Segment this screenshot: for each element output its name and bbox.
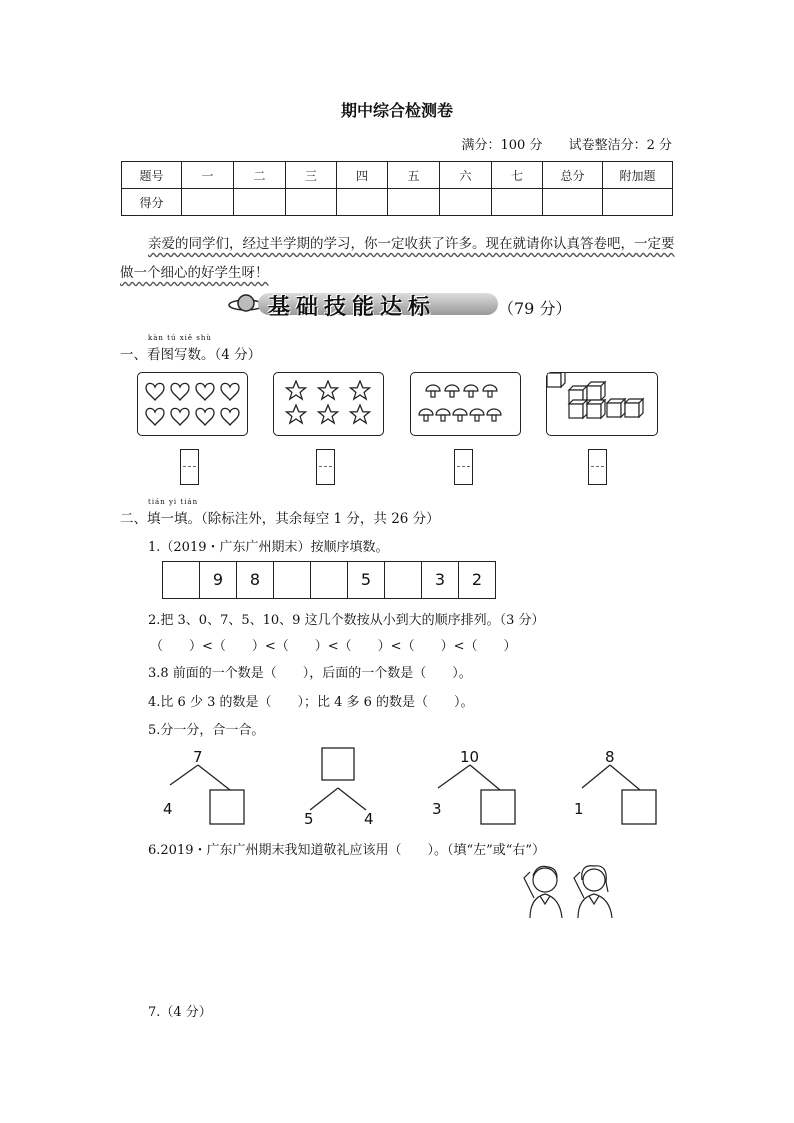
tree-1-right-box[interactable] — [210, 790, 244, 824]
header-cell: 五 — [388, 162, 440, 189]
score-cell[interactable] — [388, 189, 440, 216]
score-cell[interactable] — [182, 189, 234, 216]
q1-heading — [120, 334, 262, 363]
item-6: 6.2019・广东广州期末我知道敬礼应该用（ ）。（填“左”或“右”） — [148, 843, 546, 858]
answer-box-mushrooms[interactable] — [454, 449, 473, 485]
q2-heading — [120, 498, 440, 527]
q2-label: 二、填一填。（除标注外，其余每空 1 分，共 26 分） — [120, 511, 440, 527]
header-cell: 六 — [440, 162, 492, 189]
page-title: 期中综合检测卷 — [340, 101, 453, 120]
hearts-picture — [137, 372, 248, 436]
sequence-cell[interactable] — [384, 562, 421, 598]
tree-3-top: 10 — [460, 748, 480, 766]
q2-pinyin: tián yi tián — [148, 498, 199, 506]
cubes-icon — [547, 373, 657, 435]
score-label-cell: 得分 — [122, 189, 182, 216]
sequence-cell: 5 — [347, 562, 384, 598]
mushrooms-picture — [410, 372, 521, 436]
sequence-cell: 9 — [199, 562, 236, 598]
answer-box-cubes[interactable] — [588, 449, 607, 485]
section-score: （79 分） — [498, 299, 572, 318]
intro-paragraph: 亲爱的同学们，经过半学期的学习，你一定收获了许多。现在就请你认真答卷吧，一定要做一个细心的好学生呀！ — [120, 236, 675, 281]
header-cell: 一 — [182, 162, 234, 189]
q1-label: 一、看图写数。（4 分） — [120, 347, 262, 363]
tree-2-left: 5 — [304, 810, 314, 828]
answer-box-stars[interactable] — [316, 449, 335, 485]
section-title: 基础技能达标 — [268, 295, 437, 320]
item-5: 5.分一分，合一合。 — [148, 723, 265, 738]
sequence-cell[interactable] — [163, 562, 199, 598]
tree-3-left: 3 — [432, 800, 442, 818]
tree-2-top-box[interactable] — [322, 748, 354, 780]
tree-4-left: 1 — [574, 800, 584, 818]
tree-1-top: 7 — [193, 748, 203, 766]
neat-score: 试卷整洁分：2 分 — [568, 138, 672, 153]
score-cell[interactable] — [337, 189, 388, 216]
sequence-cell: 8 — [236, 562, 273, 598]
answer-box-hearts[interactable] — [180, 449, 199, 485]
full-score: 满分：100 分 — [461, 138, 543, 153]
item-2-blanks[interactable]: （ ）<（ ）<（ ）<（ ）<（ ）<（ ） — [150, 639, 517, 654]
sequence-cell: 3 — [421, 562, 458, 598]
saluting-children-illustration — [512, 858, 627, 920]
tree-1-left: 4 — [163, 800, 173, 818]
score-table-score-row — [122, 189, 673, 216]
header-cell: 总分 — [543, 162, 603, 189]
stars-icon — [274, 373, 383, 435]
section-banner — [228, 290, 498, 318]
score-table — [121, 161, 673, 216]
cubes-picture — [546, 372, 658, 436]
number-bond-trees — [150, 740, 680, 832]
stars-picture — [273, 372, 384, 436]
score-cell[interactable] — [492, 189, 543, 216]
sequence-boxes — [162, 561, 496, 599]
score-cell[interactable] — [543, 189, 603, 216]
tree-3-right-box[interactable] — [481, 790, 515, 824]
item-3: 3.8 前面的一个数是（ ），后面的一个数是（ ）。 — [148, 666, 472, 681]
item-2: 2.把 3、0、7、5、10、9 这几个数按从小到大的顺序排列。（3 分） — [148, 613, 545, 628]
score-cell[interactable] — [234, 189, 286, 216]
sequence-cell[interactable] — [310, 562, 347, 598]
hearts-icon — [138, 373, 247, 435]
intro-text — [120, 230, 676, 288]
score-info — [440, 134, 673, 153]
header-cell: 七 — [492, 162, 543, 189]
score-cell[interactable] — [440, 189, 492, 216]
header-cell: 三 — [286, 162, 337, 189]
item-1: 1.（2019・广东广州期末）按顺序填数。 — [148, 540, 389, 555]
header-cell: 四 — [337, 162, 388, 189]
tree-2-right: 4 — [364, 810, 374, 828]
sequence-cell: 2 — [458, 562, 495, 598]
header-cell: 附加题 — [603, 162, 673, 189]
q1-pinyin: kàn tú xiě shù — [148, 334, 212, 342]
item-7: 7.（4 分） — [148, 1005, 212, 1020]
sequence-cell[interactable] — [273, 562, 310, 598]
score-cell[interactable] — [286, 189, 337, 216]
mushrooms-icon — [411, 373, 520, 435]
item-4: 4.比 6 少 3 的数是（ ）；比 4 多 6 的数是（ ）。 — [148, 695, 474, 710]
header-cell: 题号 — [122, 162, 182, 189]
tree-4-top: 8 — [605, 748, 615, 766]
tree-4-right-box[interactable] — [622, 790, 656, 824]
score-cell[interactable] — [603, 189, 673, 216]
header-cell: 二 — [234, 162, 286, 189]
score-table-header-row — [122, 162, 673, 189]
